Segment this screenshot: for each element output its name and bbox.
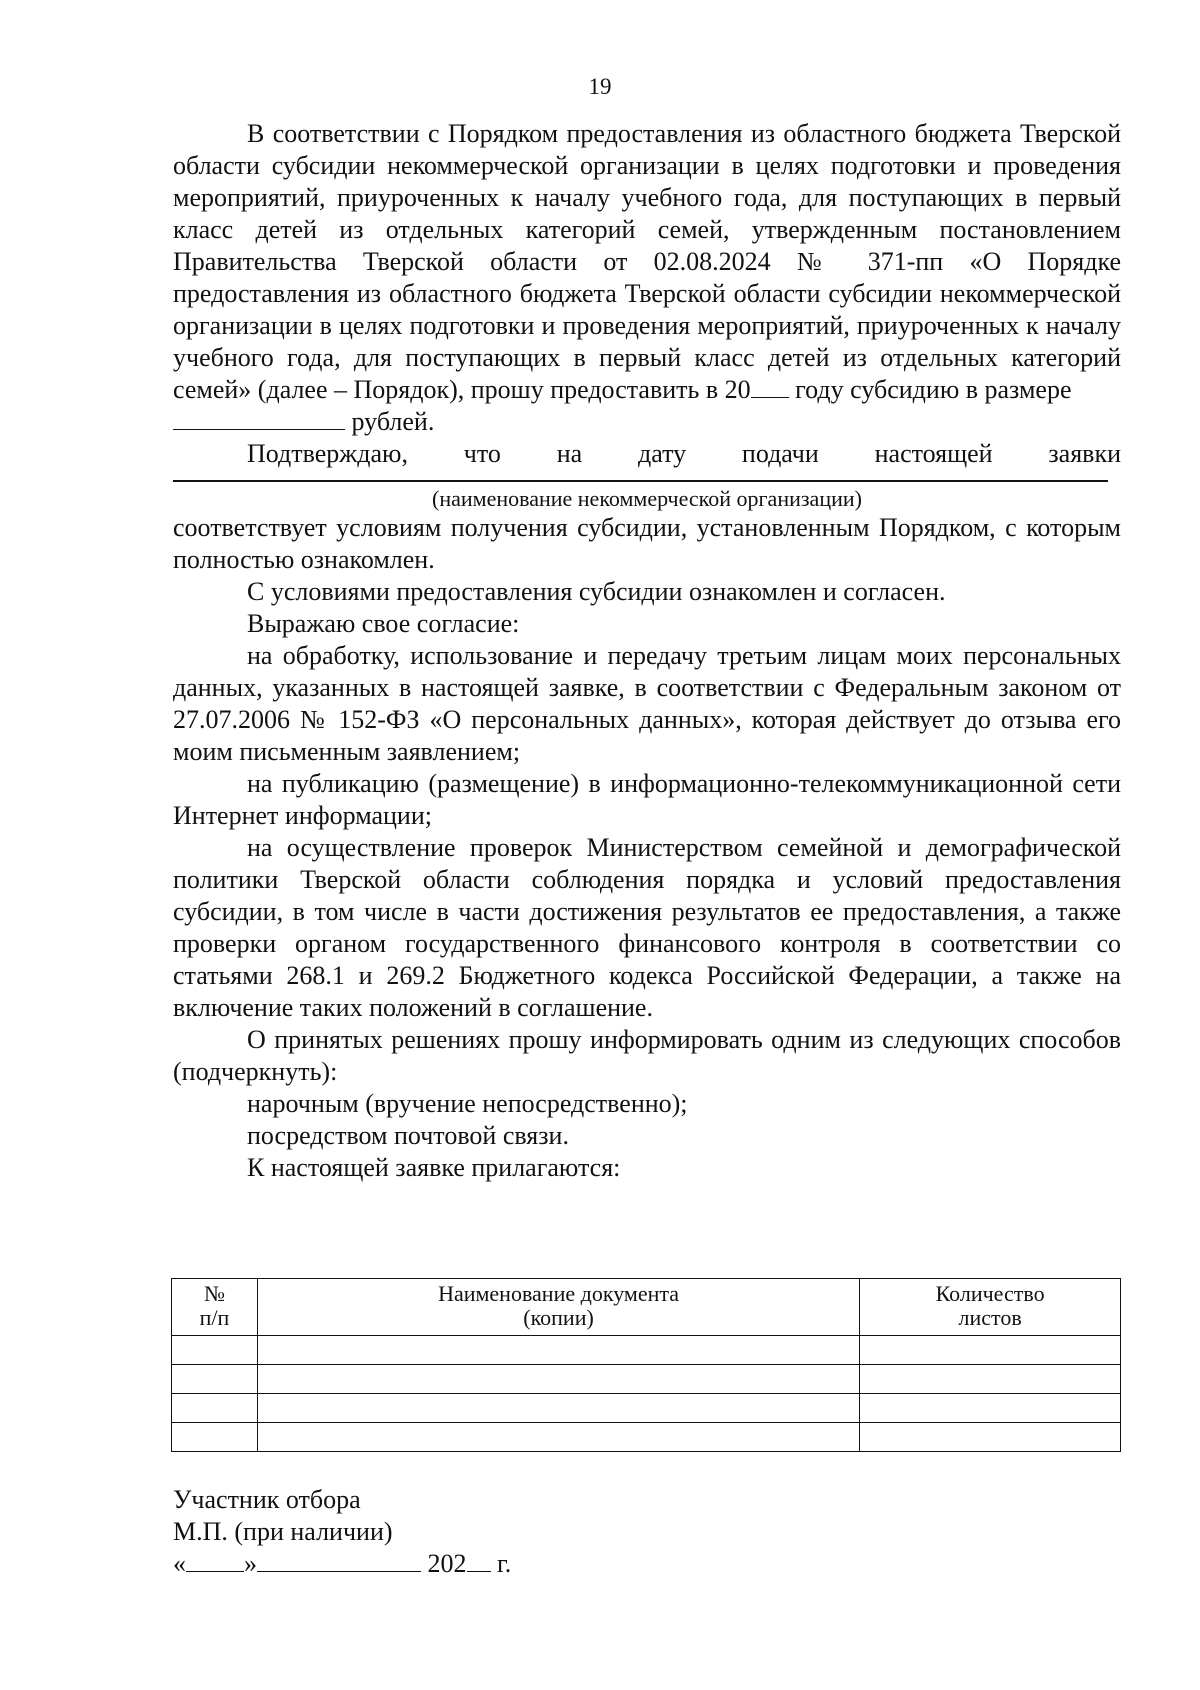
inform-option-courier: нарочным (вручение непосредственно); (247, 1088, 688, 1118)
table-cell-document-name[interactable] (257, 1423, 859, 1452)
column-header-number: № п/п (172, 1279, 258, 1336)
signature-block (173, 1484, 511, 1580)
paragraph-agree: С условиями предоставления субсидии ознакомлен и согласен. (247, 576, 946, 606)
date-close-quote: » (244, 1549, 257, 1578)
table-cell-sheet-count[interactable] (860, 1365, 1121, 1394)
column-header-document-name: Наименование документа (копии) (257, 1279, 859, 1336)
consent-publication: на публикацию (размещение) в информационно-телекоммуникационной сети Интернет информации; (173, 768, 1121, 830)
consent-heading: Выражаю свое согласие: (247, 608, 520, 638)
table-header-row (172, 1279, 1121, 1336)
date-year-suffix: г. (490, 1549, 512, 1578)
year-digits-blank[interactable] (467, 1571, 491, 1572)
table-cell-document-name[interactable] (257, 1336, 859, 1365)
paragraph-confirm: Подтверждаю, что на дату подачи настоящей заявки (247, 439, 1121, 468)
organization-name-line[interactable] (173, 480, 1108, 482)
consent-checks: на осуществление проверок Министерством семейной и демографической политики Тверской области соблюдения порядка и условий предоставления субсидии, в том числе в части достижения результатов ее предоставления, а также проверки органом государственного финансового контроля в соответствии со статьями 268.1 и 269.2 Бюджетного кодекса Российской Федерации, а также на включение таких положений в соглашение. (173, 832, 1121, 1022)
table-row (172, 1365, 1121, 1394)
page-number: 19 (588, 74, 612, 99)
table-cell-sheet-count[interactable] (860, 1394, 1121, 1423)
request-text-continued: году субсидию в размере (788, 375, 1072, 404)
table-cell-number[interactable] (172, 1423, 258, 1452)
rubles-label: рублей. (345, 407, 435, 436)
table-row (172, 1423, 1121, 1452)
table-cell-document-name[interactable] (257, 1394, 859, 1423)
table-cell-sheet-count[interactable] (860, 1336, 1121, 1365)
paragraph-conformity: соответствует условиям получения субсидии, установленным Порядком, с которым полностью ознакомлен. (173, 512, 1121, 574)
table-row (172, 1336, 1121, 1365)
seal-label: М.П. (при наличии) (173, 1517, 393, 1546)
table-cell-sheet-count[interactable] (860, 1423, 1121, 1452)
participant-label: Участник отбора (173, 1485, 361, 1514)
table-cell-document-name[interactable] (257, 1365, 859, 1394)
table-cell-number[interactable] (172, 1336, 258, 1365)
column-header-sheet-count: Количество листов (860, 1279, 1121, 1336)
consent-personal-data: на обработку, использование и передачу третьим лицам моих персональных данных, указанных в настоящей заявке, в соответствии с Федеральным законом от 27.07.2006 № 152-ФЗ «О персональных данных», которая действует до отзыва его моим письменным заявлением; (173, 640, 1121, 766)
day-blank[interactable] (186, 1571, 244, 1572)
request-text: В соответствии с Порядком предоставления из областного бюджета Тверской области субсидии некоммерческой организации в целях подготовки и проведения мероприятий, приуроченных к началу учебного года, для поступающих в первый класс детей из отдельных категорий семей, утвержденным постановлением Правительства Тверской области от 02.08.2024 № 371-пп «О Порядке предоставления из областного бюджета Тверской области субсидии некоммерческой организации в целях подготовки и проведения мероприятий, приуроченных к началу учебного года, для поступающих в первый класс детей из отдельных категорий семей» (далее – Порядок), прошу предоставить в 20 (173, 119, 1121, 404)
attachments-heading: К настоящей заявке прилагаются: (247, 1152, 621, 1182)
organization-name-caption: (наименование некоммерческой организации) (432, 485, 862, 511)
year-blank[interactable] (751, 397, 789, 398)
table-row (172, 1394, 1121, 1423)
attachments-table (171, 1278, 1121, 1452)
application-body (173, 118, 1121, 1184)
paragraph-request (173, 118, 1121, 438)
month-blank[interactable] (257, 1571, 421, 1572)
date-year-prefix: 202 (421, 1549, 467, 1578)
amount-blank[interactable] (173, 429, 345, 430)
date-open-quote: « (173, 1549, 186, 1578)
date-line (173, 1548, 511, 1580)
table-cell-number[interactable] (172, 1394, 258, 1423)
inform-option-post: посредством почтовой связи. (247, 1120, 569, 1150)
table-cell-number[interactable] (172, 1365, 258, 1394)
inform-paragraph: О принятых решениях прошу информировать одним из следующих способов (подчеркнуть): (173, 1024, 1121, 1086)
